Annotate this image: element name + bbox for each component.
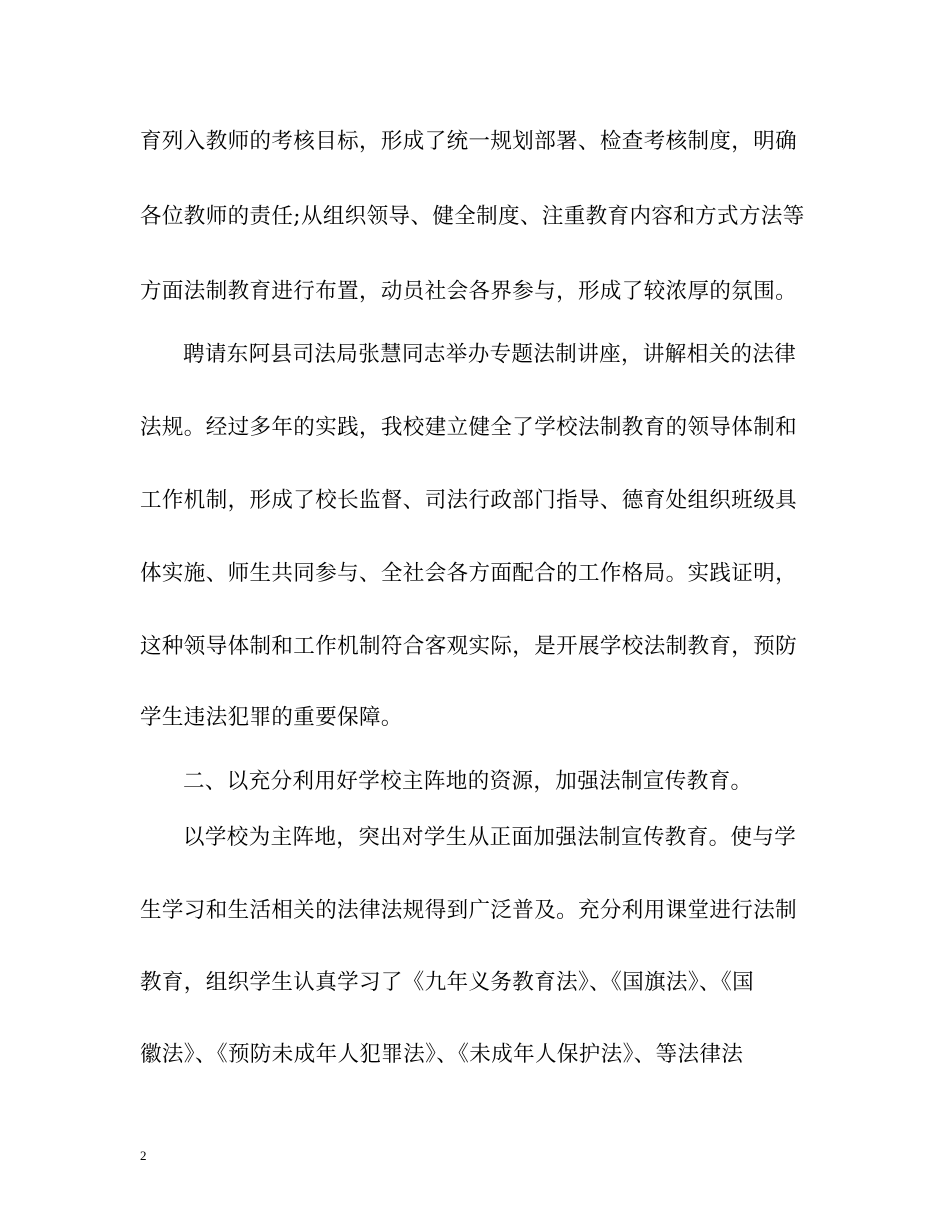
text-line: 法规。经过多年的实践，我校建立健全了学校法制教育的领导体制和 [140,415,798,440]
text-line: 各位教师的责任;从组织领导、健全制度、注重教育内容和方式方法等 [140,204,805,229]
text-line: 工作机制，形成了校长监督、司法行政部门指导、德育处组织班级具 [140,488,798,513]
page-number: 2 [140,1148,147,1163]
text-line: 学生违法犯罪的重要保障。 [140,705,403,730]
text-line: 徽法》、《预防未成年人犯罪法》、《未成年人保护法》、等法律法 [140,1042,744,1067]
section-heading: 二、以充分利用好学校主阵地的资源，加强法制宣传教育。 [183,769,753,794]
paragraph-first-line: 聘请东阿县司法局张慧同志举办专题法制讲座，讲解相关的法律 [183,342,797,367]
text-line: 生学习和生活相关的法律法规得到广泛普及。充分利用课堂进行法制 [140,898,798,923]
text-line: 这种领导体制和工作机制符合客观实际，是开展学校法制教育，预防 [140,634,798,659]
text-line: 方面法制教育进行布置，动员社会各界参与，形成了较浓厚的氛围。 [140,279,798,304]
paragraph-first-line: 以学校为主阵地，突出对学生从正面加强法制宣传教育。使与学 [183,825,797,850]
text-line: 体实施、师生共同参与、全社会各方面配合的工作格局。实践证明， [140,561,798,586]
text-line: 育列入教师的考核目标，形成了统一规划部署、检查考核制度，明确 [140,129,798,154]
text-line: 教育，组织学生认真学习了《九年义务教育法》、《国旗法》、《国 [140,970,755,995]
